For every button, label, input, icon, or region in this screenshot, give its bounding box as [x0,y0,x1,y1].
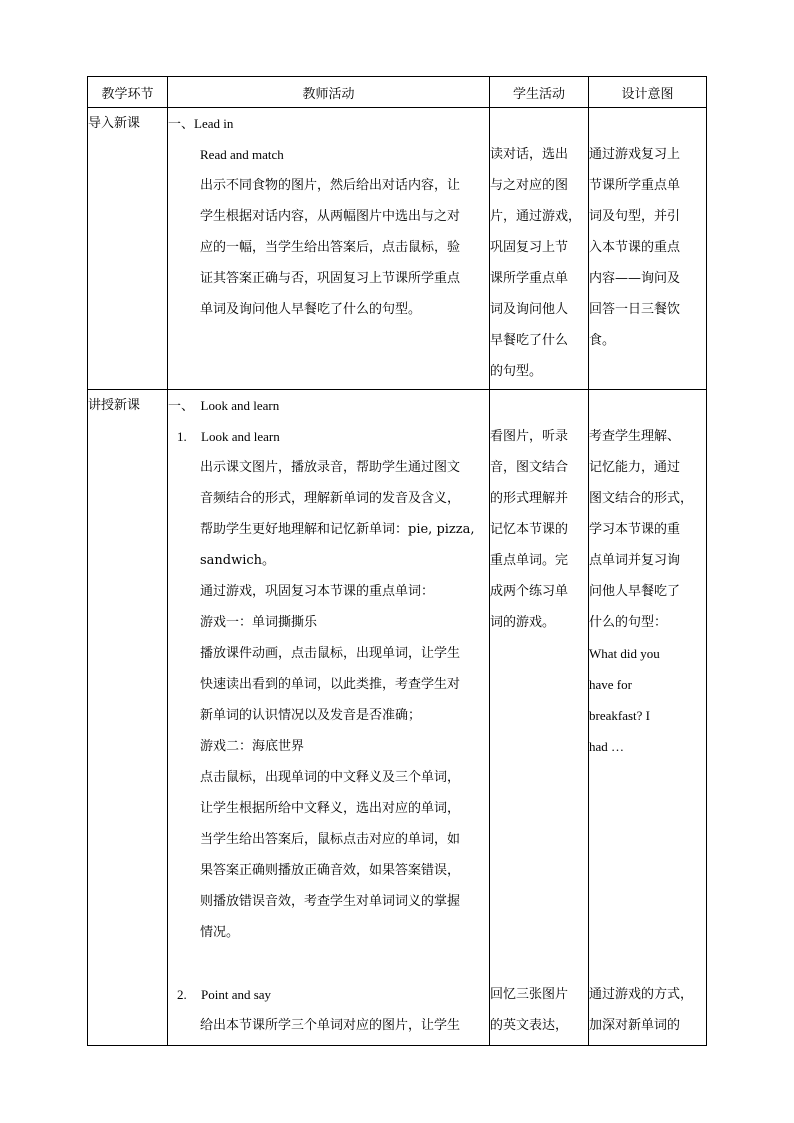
activity-subtitle: Read and match [200,147,284,162]
activity-line: 播放课件动画，点击鼠标，出现单词，让学生 [200,646,461,661]
intent-line: breakfast? I [589,708,650,723]
stage-cell [88,390,168,1046]
student-line: 记忆本节课的 [490,522,569,537]
student-line: 成两个练习单 [490,584,569,599]
activity-line: 帮助学生更好地理解和记忆新单词：pie, pizza, [200,522,475,537]
activity-line: 点击鼠标，出现单词的中文释义及三个单词， [200,770,461,785]
header-row [88,77,707,108]
student-line: 的形式理解并 [490,491,569,506]
activity-line: 当学生给出答案后，鼠标点击对应的单词，如 [200,832,461,847]
activity-line: 让学生根据所给中文释义，选出对应的单词， [200,801,461,816]
activity-line: 新单词的认识情况以及发音是否准确； [200,708,422,723]
header-student-activity: 学生活动 [490,77,589,108]
activity-line: 音频结合的形式，理解新单词的发音及含义， [200,491,461,506]
design-intent-cell [589,108,707,390]
item-title: Point and say [201,987,272,1002]
intent-line: 入本节课的重点 [589,240,681,255]
student-line: 课所学重点单 [490,271,569,286]
student-line: 音，图文结合 [490,460,569,475]
student-line: 读对话，选出 [490,147,569,162]
activity-line: 单词及询问他人早餐吃了什么的句型。 [200,302,422,317]
intent-line: 点单词并复习询 [589,553,681,568]
item-number: 1. [177,429,187,444]
intent-line: What did you [589,646,660,661]
activity-line: 学生根据对话内容，从两幅图片中选出与之对 [200,209,461,224]
intent-line: 节课所学重点单 [589,178,681,193]
activity-line: sandwich。 [200,553,276,568]
student-line: 早餐吃了什么 [490,333,569,348]
intent-line: had … [589,739,625,754]
teacher-activity-cell [168,108,490,390]
intent-line: 学习本节课的重 [589,522,681,537]
intent-line: 问他人早餐吃了 [589,584,681,599]
activity-line: 通过游戏，巩固复习本节课的重点单词： [200,584,435,599]
intent-line: 图文结合的形式， [589,491,694,506]
stage-label: 讲授新课 [88,398,141,413]
activity-line: 情况。 [200,925,240,940]
student-line: 回忆三张图片 [490,987,569,1002]
item-title: Look and learn [201,429,280,444]
intent-line: 什么的句型： [589,615,668,630]
intent-line: 通过游戏的方式， [589,987,694,1002]
table-row-lead-in [88,108,707,390]
intent-line: 通过游戏复习上 [589,147,681,162]
intent-line: 回答一日三餐饮 [589,302,681,317]
stage-label: 导入新课 [88,116,141,131]
student-line: 片，通过游戏， [490,209,582,224]
activity-line: 则播放错误音效，考查学生对单词词义的掌握 [200,894,461,909]
student-line: 词及询问他人 [490,302,569,317]
header-design-intent: 设计意图 [589,77,707,108]
student-line: 看图片，听录 [490,429,569,444]
activity-line: 游戏一：单词撕撕乐 [200,615,318,630]
header-teacher-activity: 教师活动 [168,77,490,108]
activity-line: 证其答案正确与否，巩固复习上节课所学重点 [200,271,461,286]
activity-line: 快速读出看到的单词，以此类推，考查学生对 [200,677,461,692]
intent-line: 考查学生理解、 [589,429,681,444]
lesson-plan-table [87,76,707,1046]
student-line: 巩固复习上节 [490,240,569,255]
activity-line: 应的一幅，当学生给出答案后，点击鼠标，验 [200,240,461,255]
student-line: 重点单词。完 [490,553,569,568]
item-number: 2. [177,987,187,1002]
intent-line: 记忆能力，通过 [589,460,681,475]
student-line: 与之对应的图 [490,178,569,193]
numbered-item-title [168,421,489,452]
header-stage: 教学环节 [88,77,168,108]
intent-line: 食。 [589,333,616,348]
numbered-item-title [168,979,489,1010]
activity-line: 出示课文图片，播放录音，帮助学生通过图文 [200,460,461,475]
student-line: 的句型。 [490,364,543,379]
intent-line: 加深对新单词的 [589,1018,681,1033]
section-title: 一、 Look and learn [168,398,280,413]
intent-line: 词及句型，并引 [589,209,681,224]
student-line: 词的游戏。 [490,615,556,630]
intent-line: 内容——询问及 [589,271,681,286]
design-intent-cell [589,390,707,1046]
activity-line: 游戏二：海底世界 [200,739,305,754]
activity-line: 给出本节课所学三个单词对应的图片，让学生 [200,1018,461,1033]
activity-line: 果答案正确则播放正确音效，如果答案错误， [200,863,461,878]
teacher-activity-cell [168,390,490,1046]
stage-cell [88,108,168,390]
table-row-new-lesson [88,390,707,1046]
student-activity-cell [490,108,589,390]
activity-line: 出示不同食物的图片，然后给出对话内容，让 [200,178,461,193]
intent-line: have for [589,677,632,692]
section-title: 一、Lead in [168,116,234,131]
student-line: 的英文表达， [490,1018,569,1033]
student-activity-cell [490,390,589,1046]
